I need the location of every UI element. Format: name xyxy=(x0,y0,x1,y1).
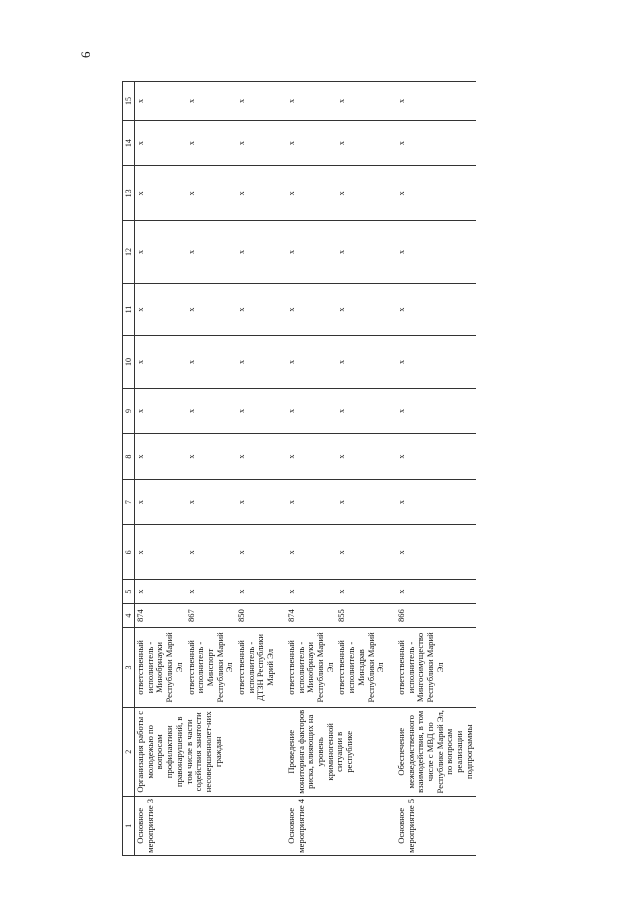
spacer-cell xyxy=(387,82,396,121)
header-cell: 4 xyxy=(123,604,135,628)
mark-cell: x xyxy=(396,82,476,121)
program-table xyxy=(122,81,476,856)
spacer-cell xyxy=(277,479,286,525)
spacer-cell xyxy=(387,434,396,480)
mark-cell: x xyxy=(396,166,476,221)
code-cell: 867 xyxy=(186,604,237,628)
mark-cell: x xyxy=(186,120,237,166)
mark-cell: x xyxy=(135,525,186,580)
mark-cell: x xyxy=(286,580,337,604)
mark-cell: x xyxy=(286,283,337,335)
mark-cell: x xyxy=(396,434,476,480)
mark-cell: x xyxy=(236,336,277,388)
mark-cell: x xyxy=(336,221,387,284)
spacer-cell xyxy=(277,336,286,388)
mark-cell: x xyxy=(236,120,277,166)
mark-cell: x xyxy=(236,221,277,284)
mark-cell: x xyxy=(336,336,387,388)
spacer-cell xyxy=(277,525,286,580)
mark-cell: x xyxy=(135,120,186,166)
spacer-cell xyxy=(387,525,396,580)
header-cell: 6 xyxy=(123,525,135,580)
mark-cell: x xyxy=(186,336,237,388)
mark-cell: x xyxy=(135,388,186,434)
measure-label: Основное мероприятие 3 xyxy=(135,796,277,855)
mark-cell: x xyxy=(286,221,337,284)
group-spacer xyxy=(277,82,286,856)
mark-cell: x xyxy=(236,283,277,335)
mark-cell: x xyxy=(286,120,337,166)
mark-cell: x xyxy=(236,580,277,604)
header-cell: 7 xyxy=(123,479,135,525)
mark-cell: x xyxy=(236,166,277,221)
executor-cell: ответственный исполнитель - Минобрнауки Республики Марий Эл xyxy=(286,628,337,708)
table-body xyxy=(135,82,476,856)
mark-cell: x xyxy=(135,221,186,284)
mark-cell: x xyxy=(336,479,387,525)
mark-cell: x xyxy=(336,82,387,121)
mark-cell: x xyxy=(396,336,476,388)
mark-cell: x xyxy=(135,336,186,388)
mark-cell: x xyxy=(186,479,237,525)
mark-cell: x xyxy=(135,434,186,480)
rotated-sheet xyxy=(122,81,542,856)
mark-cell: x xyxy=(396,283,476,335)
measure-name: Обеспечение межведомственного взаимодействия, в том числе с МВД по Республике Марий Эл, по вопросам реализации подпрограммы xyxy=(396,707,476,796)
mark-cell: x xyxy=(236,82,277,121)
header-cell: 10 xyxy=(123,336,135,388)
group-spacer xyxy=(387,82,396,856)
spacer-cell xyxy=(387,166,396,221)
mark-cell: x xyxy=(286,82,337,121)
mark-cell: x xyxy=(186,283,237,335)
page-number: 6 xyxy=(78,51,93,58)
mark-cell: x xyxy=(396,525,476,580)
measure-name: Организация работы с молодежью по вопросам профилактики правонарушений, в том числе в части содействия занятости несовершеннолет-них граждан xyxy=(135,707,277,796)
mark-cell: x xyxy=(135,479,186,525)
executor-cell: ответственный исполнитель - Мингосимущество Республики Марий Эл xyxy=(396,628,476,708)
spacer-cell xyxy=(387,120,396,166)
spacer-cell xyxy=(387,796,396,855)
mark-cell: x xyxy=(186,82,237,121)
mark-cell: x xyxy=(286,434,337,480)
header-cell: 5 xyxy=(123,580,135,604)
mark-cell: x xyxy=(336,525,387,580)
mark-cell: x xyxy=(135,166,186,221)
measure-name: Проведение мониторинга факторов риска, влияющих на уровень криминогенной ситуации в республике xyxy=(286,707,387,796)
header-cell: 1 xyxy=(123,796,135,855)
mark-cell: x xyxy=(336,434,387,480)
mark-cell: x xyxy=(336,388,387,434)
mark-cell: x xyxy=(135,283,186,335)
mark-cell: x xyxy=(286,479,337,525)
spacer-cell xyxy=(277,628,286,708)
mark-cell: x xyxy=(396,580,476,604)
spacer-cell xyxy=(387,628,396,708)
mark-cell: x xyxy=(396,479,476,525)
executor-cell: ответственный исполнитель - Минспорт Республики Марий Эл xyxy=(186,628,237,708)
measure-label: Основное мероприятие 5 xyxy=(396,796,476,855)
spacer-cell xyxy=(387,707,396,796)
mark-cell: x xyxy=(336,580,387,604)
code-cell: 855 xyxy=(336,604,387,628)
spacer-cell xyxy=(387,580,396,604)
mark-cell: x xyxy=(236,434,277,480)
code-cell: 874 xyxy=(135,604,186,628)
spacer-cell xyxy=(277,82,286,121)
header-cell: 12 xyxy=(123,221,135,284)
spacer-cell xyxy=(387,388,396,434)
mark-cell: x xyxy=(236,479,277,525)
header-cell: 3 xyxy=(123,628,135,708)
spacer-cell xyxy=(277,796,286,855)
mark-cell: x xyxy=(186,525,237,580)
table-row xyxy=(396,82,476,856)
spacer-cell xyxy=(387,604,396,628)
mark-cell: x xyxy=(186,388,237,434)
mark-cell: x xyxy=(286,336,337,388)
spacer-cell xyxy=(387,221,396,284)
spacer-cell xyxy=(277,120,286,166)
spacer-cell xyxy=(387,283,396,335)
mark-cell: x xyxy=(236,525,277,580)
mark-cell: x xyxy=(336,166,387,221)
mark-cell: x xyxy=(135,580,186,604)
header-row xyxy=(123,82,135,856)
executor-cell: ответственный исполнитель - ДТЗН Республики Марий Эл xyxy=(236,628,277,708)
code-cell: 874 xyxy=(286,604,337,628)
mark-cell: x xyxy=(186,166,237,221)
mark-cell: x xyxy=(396,221,476,284)
spacer-cell xyxy=(277,166,286,221)
mark-cell: x xyxy=(286,388,337,434)
mark-cell: x xyxy=(135,82,186,121)
mark-cell: x xyxy=(186,580,237,604)
mark-cell: x xyxy=(286,166,337,221)
header-cell: 15 xyxy=(123,82,135,121)
spacer-cell xyxy=(277,434,286,480)
mark-cell: x xyxy=(236,388,277,434)
table-row xyxy=(135,82,186,856)
spacer-cell xyxy=(387,479,396,525)
header-cell: 14 xyxy=(123,120,135,166)
spacer-cell xyxy=(387,336,396,388)
header-cell: 11 xyxy=(123,283,135,335)
code-cell: 850 xyxy=(236,604,277,628)
mark-cell: x xyxy=(186,434,237,480)
table-row xyxy=(286,82,337,856)
header-cell: 9 xyxy=(123,388,135,434)
mark-cell: x xyxy=(286,525,337,580)
mark-cell: x xyxy=(396,388,476,434)
executor-cell: ответственный исполнитель - Минздрав Республики Марий Эл xyxy=(336,628,387,708)
executor-cell: ответственный исполнитель - Минобрнауки Республики Марий Эл xyxy=(135,628,186,708)
spacer-cell xyxy=(277,707,286,796)
code-cell: 866 xyxy=(396,604,476,628)
header-cell: 13 xyxy=(123,166,135,221)
measure-label: Основное мероприятие 4 xyxy=(286,796,387,855)
header-cell: 8 xyxy=(123,434,135,480)
spacer-cell xyxy=(277,283,286,335)
spacer-cell xyxy=(277,604,286,628)
mark-cell: x xyxy=(336,120,387,166)
header-cell: 2 xyxy=(123,707,135,796)
spacer-cell xyxy=(277,388,286,434)
spacer-cell xyxy=(277,221,286,284)
mark-cell: x xyxy=(336,283,387,335)
spacer-cell xyxy=(277,580,286,604)
mark-cell: x xyxy=(396,120,476,166)
mark-cell: x xyxy=(186,221,237,284)
